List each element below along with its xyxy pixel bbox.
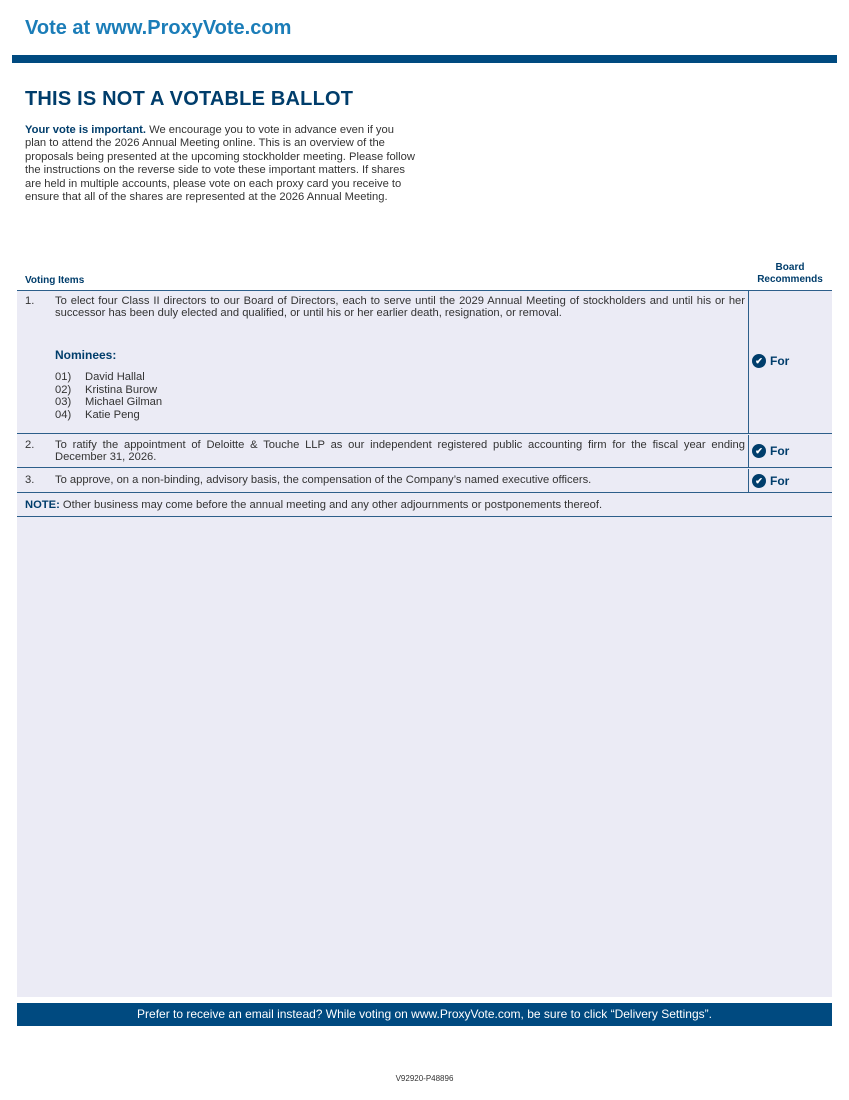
voting-items-header: Voting Items: [25, 275, 85, 286]
intro-body: We encourage you to vote in advance even if you plan to attend the 2026 Annual Meeting online. This is an overview of the proposals being presented at the upcoming stockholder meeting. Please follow the instructions on the reverse side to vote these important matters. If shares are held in multiple accounts, please vote on each proxy card you receive to ensure that all of the shares are represented at the 2026 Annual Meeting.: [25, 124, 415, 204]
nominee: 03) Michael Gilman: [55, 396, 163, 409]
item-text: To approve, on a non-binding, advisory basis, the compensation of the Company’s named executive officers.: [55, 474, 592, 486]
nominee: 04) Katie Peng: [55, 408, 140, 421]
note-text: Other business may come before the annual meeting and any other adjournments or postponements thereof.: [59, 499, 603, 511]
voting-item-2: [17, 435, 832, 468]
column-divider: [748, 435, 749, 467]
item-number: 2.: [25, 439, 35, 451]
column-divider: [748, 469, 749, 492]
recommendation-label: For: [770, 474, 790, 488]
item-text: To elect four Class II directors to our Board of Directors, each to serve until the 2029 Annual Meeting of stockholders and until his or her successor has been duly elected and qualified, or until his or her earlier death, resignation, or removal.: [55, 295, 745, 319]
board-recommendation: [752, 474, 789, 488]
voting-item-3: [17, 469, 832, 493]
item-number: 3.: [25, 474, 35, 486]
proxyvote-link[interactable]: Vote at www.ProxyVote.com: [25, 17, 292, 39]
header-divider: [12, 55, 837, 63]
note: [25, 499, 602, 511]
board-recommendation: [752, 354, 789, 368]
email-delivery-banner: Prefer to receive an email instead? While voting on www.ProxyVote.com, be sure to click “Delivery Settings”.: [17, 1003, 832, 1026]
intro-lead: Your vote is important.: [25, 124, 147, 136]
board-header-line2: Recommends: [757, 274, 823, 285]
board-header-line1: Board: [775, 262, 805, 273]
item-number: 1.: [25, 295, 35, 307]
nominee-list: [55, 371, 162, 421]
voting-item-1: [17, 291, 832, 434]
check-circle-icon: ✔: [752, 474, 766, 488]
nominee: 02) Kristina Burow: [55, 383, 158, 396]
note-rule: [17, 516, 832, 517]
check-circle-icon: ✔: [752, 354, 766, 368]
check-circle-icon: ✔: [752, 444, 766, 458]
board-recommendation: [752, 444, 789, 458]
nominee: 01) David Hallal: [55, 371, 145, 383]
column-divider: [748, 291, 749, 433]
note-label: NOTE:: [25, 499, 60, 511]
intro-paragraph: [25, 124, 415, 204]
board-recommends-header: [748, 262, 832, 286]
recommendation-label: For: [770, 354, 790, 368]
page-title: THIS IS NOT A VOTABLE BALLOT: [25, 88, 354, 110]
document-code: V92920-P48896: [395, 1074, 454, 1083]
item-text: To ratify the appointment of Deloitte & Touche LLP as our independent registered public accounting firm for the fiscal year ending December 31, 2026.: [55, 439, 745, 463]
recommendation-label: For: [770, 444, 790, 458]
nominees-label: Nominees:: [55, 348, 117, 362]
